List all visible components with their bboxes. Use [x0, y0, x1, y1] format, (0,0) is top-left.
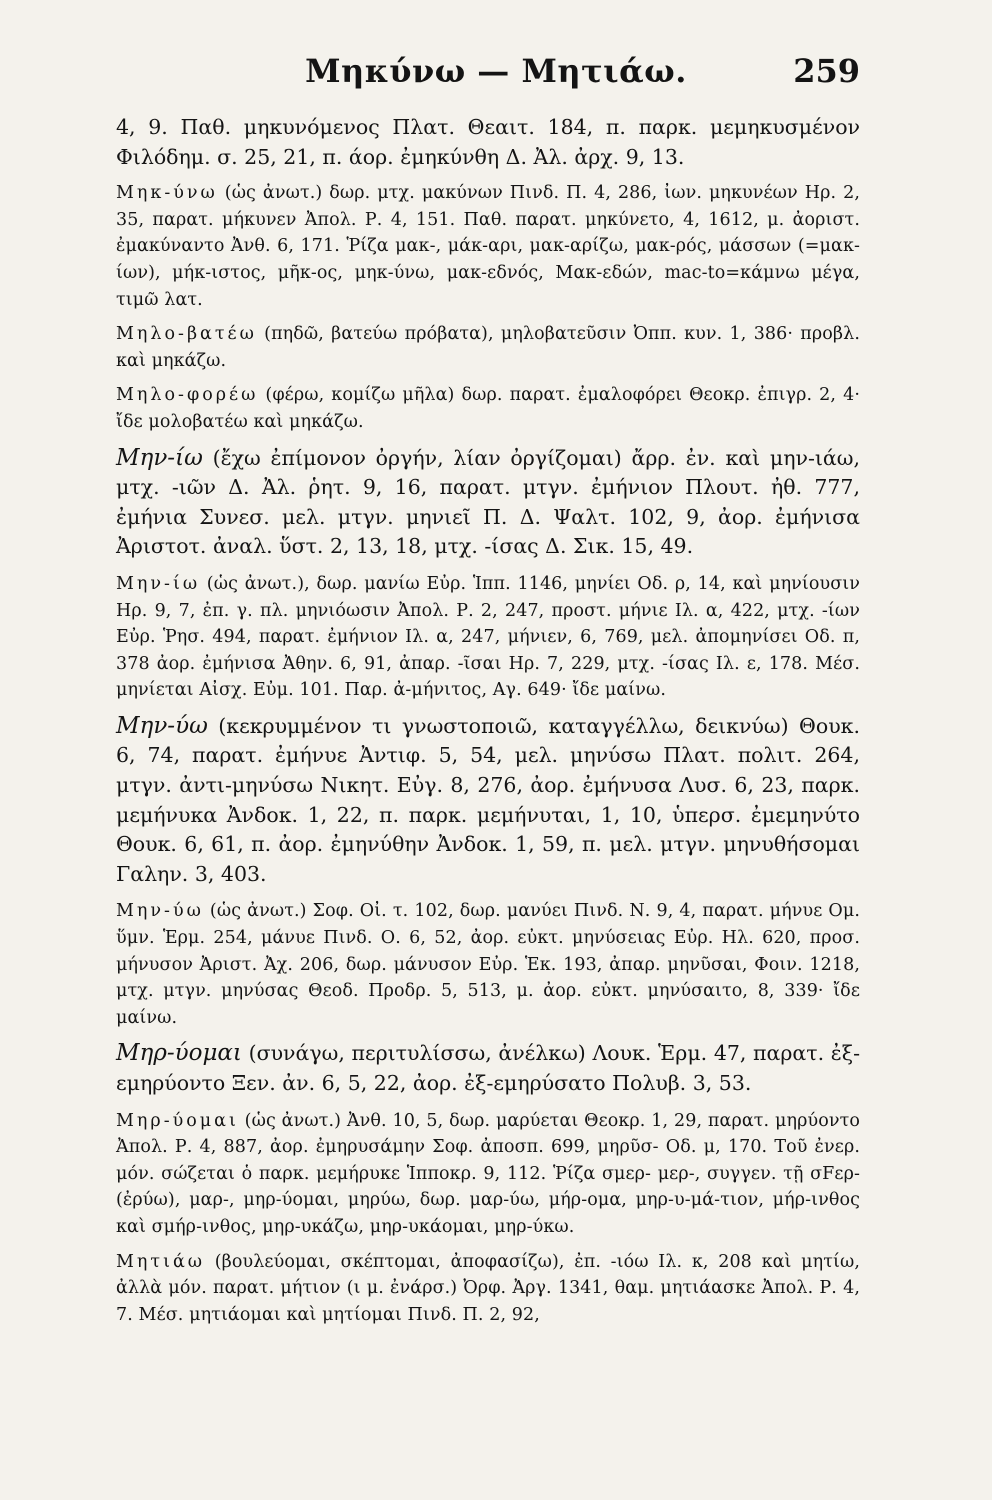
entry-text: (συνάγω, περιτυλίσσω, ἀνέλκω) Λουκ. Ἑρμ. 47, παρατ. ἐξ-εμηρύοντο Ξεν. ἀν. 6, 5, 22, ἀορ. ἐξ-εμηρύσατο Πολυβ. 3, 53.: [116, 1041, 860, 1095]
entry-text: (ἔχω ἐπίμονον ὀργήν, λίαν ὀργίζομαι) ἄρρ. ἐν. καὶ μην-ιάω, μτχ. -ιῶν Δ. Ἀλ. ῥητ. 9, 16, παρατ. μτγν. ἐμήνιον Πλουτ. ἠθ. 777, ἐμήνια Συνεσ. μελ. μτγν. μηνιεῖ Π. Δ. Ψαλτ. 102, 9, ἀορ. ἐμήνισα Ἀριστοτ. ἀναλ. ὕστ. 2, 13, 18, μτχ. -ίσας Δ. Σικ. 15, 49.: [116, 445, 860, 559]
entry-headword: Μην-ίω: [116, 573, 201, 594]
entry-text: (φέρω, κομίζω μῆλα) δωρ. παρατ. ἐμαλοφόρει Θεοκρ. ἐπιγρ. 2, 4· ἴδε μολοβατέω καὶ μηκάζω.: [116, 385, 860, 432]
dictionary-entry-meryomai-subentry: [116, 1108, 860, 1241]
page-header: [0, 52, 992, 102]
entry-headword: Μητιάω: [116, 1251, 206, 1272]
dictionary-entry-mekyno-subentry: [116, 180, 860, 313]
dictionary-entry-menyo: [116, 712, 860, 890]
entry-headword: Μην-ίω: [116, 444, 203, 471]
entry-text: (πηδῶ, βατεύω πρόβατα), μηλοβατεῦσιν Ὀππ. κυν. 1, 386· προβλ. καὶ μηκάζω.: [116, 324, 860, 371]
dictionary-entry-meryomai: [116, 1039, 860, 1098]
entry-headword: Μηλο-φορέω: [116, 385, 259, 406]
page-number: 259: [793, 52, 860, 90]
entry-text: (ὡς ἀνωτ.) δωρ. μτχ. μακύνων Πινδ. Π. 4, 286, ἰων. μηκυνέων Ηρ. 2, 35, παρατ. μήκυνεν Ἀπολ. Ρ. 4, 151. Παθ. παρατ. μηκύνετο, 4, 1612, μ. ἀοριστ. ἐμακύναντο Ἀνθ. 6, 171. Ῥίζα μακ-, μάκ-αρι, μακ-αρίζω, μακ-ρός, μάσσων (=μακ-ίων), μήκ-ιστος, μῆκ-ος, μηκ-ύνω, μακ-εδνός, Μακ-εδών, mac-to=κάμνω μέγα, τιμῶ λατ.: [116, 183, 860, 310]
entry-text: (ὡς ἀνωτ.) Ἀνθ. 10, 5, δωρ. μαρύεται Θεοκρ. 1, 29, παρατ. μηρύοντο Ἀπολ. Ρ. 4, 887, ἀορ. ἐμηρυσάμην Σοφ. ἀποσπ. 699, μηρῦσ- Οδ. μ, 170. Τοῦ ἐνερ. μόν. σώζεται ὁ παρκ. μεμήρυκε Ἱπποκρ. 9, 112. Ῥίζα σμερ- μερ-, συγγεν. τῇ σFερ- (ἐρύω), μαρ-, μηρ-ύομαι, μηρύω, δωρ. μαρ-ύω, μήρ-ομα, μηρ-υ-μά-τιον, μήρ-ινθος καὶ σμήρ-ινθος, μηρ-υκάζω, μηρ-υκάομαι, μηρ-ύκω.: [116, 1110, 860, 1237]
entry-headword: Μηρ-ύομαι: [116, 1040, 242, 1067]
entry-text: (κεκρυμμένον τι γνωστοποιῶ, καταγγέλλω, δεικνύω) Θουκ. 6, 74, παρατ. ἐμήνυε Ἀντιφ. 5, 54, μελ. μηνύσω Πλατ. πολιτ. 264, μτγν. ἀντι-μηνύσω Νικητ. Εὐγ. 8, 276, ἀορ. ἐμήνυσα Λυσ. 6, 23, παρκ. μεμήνυκα Ἀνδοκ. 1, 22, π. παρκ. μεμήνυται, 1, 10, ὑπερσ. ἐμεμηνύτο Θουκ. 6, 61, π. ἀορ. ἐμηνύθην Ἀνδοκ. 1, 59, π. μελ. μτγν. μηνυθήσομαι Γαλην. 3, 403.: [116, 713, 860, 886]
entry-headword: Μην-ύω: [116, 901, 204, 922]
dictionary-entry-melobateo: [116, 321, 860, 374]
dictionary-entry-menyo-subentry: [116, 898, 860, 1031]
entry-headword: Μηρ-ύομαι: [116, 1110, 239, 1131]
dictionary-entry-menio-subentry: [116, 571, 860, 704]
entry-headword: Μην-ύω: [116, 712, 208, 739]
dictionary-entry-metiao: [116, 1249, 860, 1329]
page-body: [116, 113, 860, 1336]
entry-text: (ὡς ἀνωτ.) Σοφ. Οἰ. τ. 102, δωρ. μανύει Πινδ. Ν. 9, 4, παρατ. μήνυε Ομ. ὕμν. Ἑρμ. 254, μάνυε Πινδ. Ο. 6, 52, ἀορ. εὐκτ. μηνύσειας Εὐρ. Ηλ. 620, προσ. μήνυσον Ἀριστ. Ἀχ. 206, δωρ. μάνυσον Εὐρ. Ἑκ. 193, ἀπαρ. μηνῦσαι, Φοιν. 1218, μτχ. μτγν. μηνύσας Θεοδ. Προδρ. 5, 513, μ. ἀορ. εὐκτ. μηνύσαιτο, 8, 339· ἴδε μαίνω.: [116, 901, 860, 1028]
entry-text: (βουλεύομαι, σκέπτομαι, ἀποφασίζω), ἐπ. -ιόω Ιλ. κ, 208 καὶ μητίω, ἀλλὰ μόν. παρατ. μήτιον (ι μ. ἐνάρσ.) Ὀρφ. Ἀργ. 1341, θαμ. μητιάασκε Ἀπολ. Ρ. 4, 7. Μέσ. μητιάομαι καὶ μητίομαι Πινδ. Π. 2, 92,: [116, 1251, 860, 1325]
dictionary-entry-melophoreo: [116, 382, 860, 435]
entry-text: 4, 9. Παθ. μηκυνόμενος Πλατ. Θεαιτ. 184, π. παρκ. μεμηκυσμένον Φιλόδημ. σ. 25, 21, π. άορ. ἐμηκύνθη Δ. Ἀλ. ἀρχ. 9, 13.: [116, 115, 860, 169]
running-head: Μηκύνω — Μητιάω.: [305, 52, 687, 90]
dictionary-entry-menio: [116, 444, 860, 562]
entry-headword: Μηλο-βατέω: [116, 324, 257, 345]
entry-text: (ὡς ἀνωτ.), δωρ. μανίω Εὐρ. Ἱππ. 1146, μηνίει Οδ. ρ, 14, καὶ μηνίουσιν Ηρ. 9, 7, ἐπ. γ. πλ. μηνιόωσιν Ἀπολ. Ρ. 2, 247, προστ. μήνιε Ιλ. α, 422, μτχ. -ίων Εὐρ. Ῥησ. 494, παρατ. ἐμήνιον Ιλ. α, 247, μήνιεν, 6, 769, μελ. ἀπομηνίσει Οδ. π, 378 ἀορ. ἐμήνισα Ἀθην. 6, 91, ἀπαρ. -ῖσαι Ηρ. 7, 229, μτχ. -ίσας Ιλ. ε, 178. Μέσ. μηνίεται Αἰσχ. Εὐμ. 101. Παρ. ἀ-μήνιτος, Αγ. 649· ἴδε μαίνω.: [116, 573, 860, 701]
continued-entry: [116, 113, 860, 172]
entry-headword: Μηκ-ύνω: [116, 183, 218, 204]
